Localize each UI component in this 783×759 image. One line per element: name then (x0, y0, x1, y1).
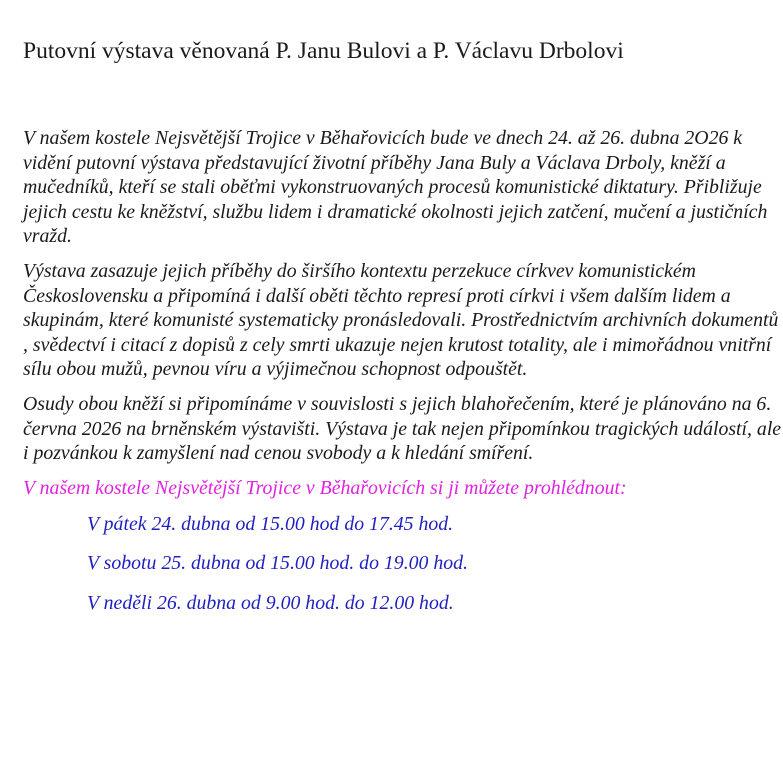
visit-lead: V našem kostele Nejsvětější Trojice v Běhařovicích si ji můžete prohlédnout: (23, 477, 627, 499)
paragraph-context: Výstava zasazuje jejich příběhy do širšího kontextu perzekuce církvev komunistickém Československu a připomíná i další oběti těchto represí proti církvi i všem dalším lidem a skupinám, které komunisté systematicky pronásledovali. Prostřednictvím archivních dokumentů , svědectví i citací z dopisů z cely smrti ukazuje nejen krutost totality, ale i mimořádnou vnitřní sílu obou mužů, pevnou víru a výjimečnou schopnost odpouštět. (23, 260, 779, 380)
opening-time-sunday: V neděli 26. dubna od 9.00 hod. do 12.00 hod. (87, 591, 454, 614)
paragraph-beatification: Osudy obou kněží si připomínáme v souvislosti s jejich blahořečením, které je plánováno na 6. června 2026 na brněnském výstavišti. Výstava je tak nejen připomínkou tragických událostí, ale i pozvánkou k zamyšlení nad cenou svobody a k hledání smíření. (23, 393, 782, 464)
page-title: Putovní výstava věnovaná P. Janu Bulovi a P. Václavu Drbolovi (23, 38, 624, 64)
opening-time-saturday: V sobotu 25. dubna od 15.00 hod. do 19.00 hod. (87, 552, 468, 574)
paragraph-intro: V našem kostele Nejsvětější Trojice v Běhařovicích bude ve dnech 24. až 26. dubna 2O26 k vidění putovní výstava představující životní příběhy Jana Buly a Václava Drboly, kněží a mučedníků, kteří se stali oběťmi vykonstruovaných procesů komunistické diktatury. Přibližuje jejich cestu ke kněžství, službu lidem i dramatické okolnosti jejich zatčení, mučení a justičních vražd. (23, 127, 768, 247)
opening-times-list (23, 512, 783, 616)
opening-time-friday: V pátek 24. dubna od 15.00 hod do 17.45 hod. (87, 512, 454, 535)
article-body (23, 126, 783, 630)
